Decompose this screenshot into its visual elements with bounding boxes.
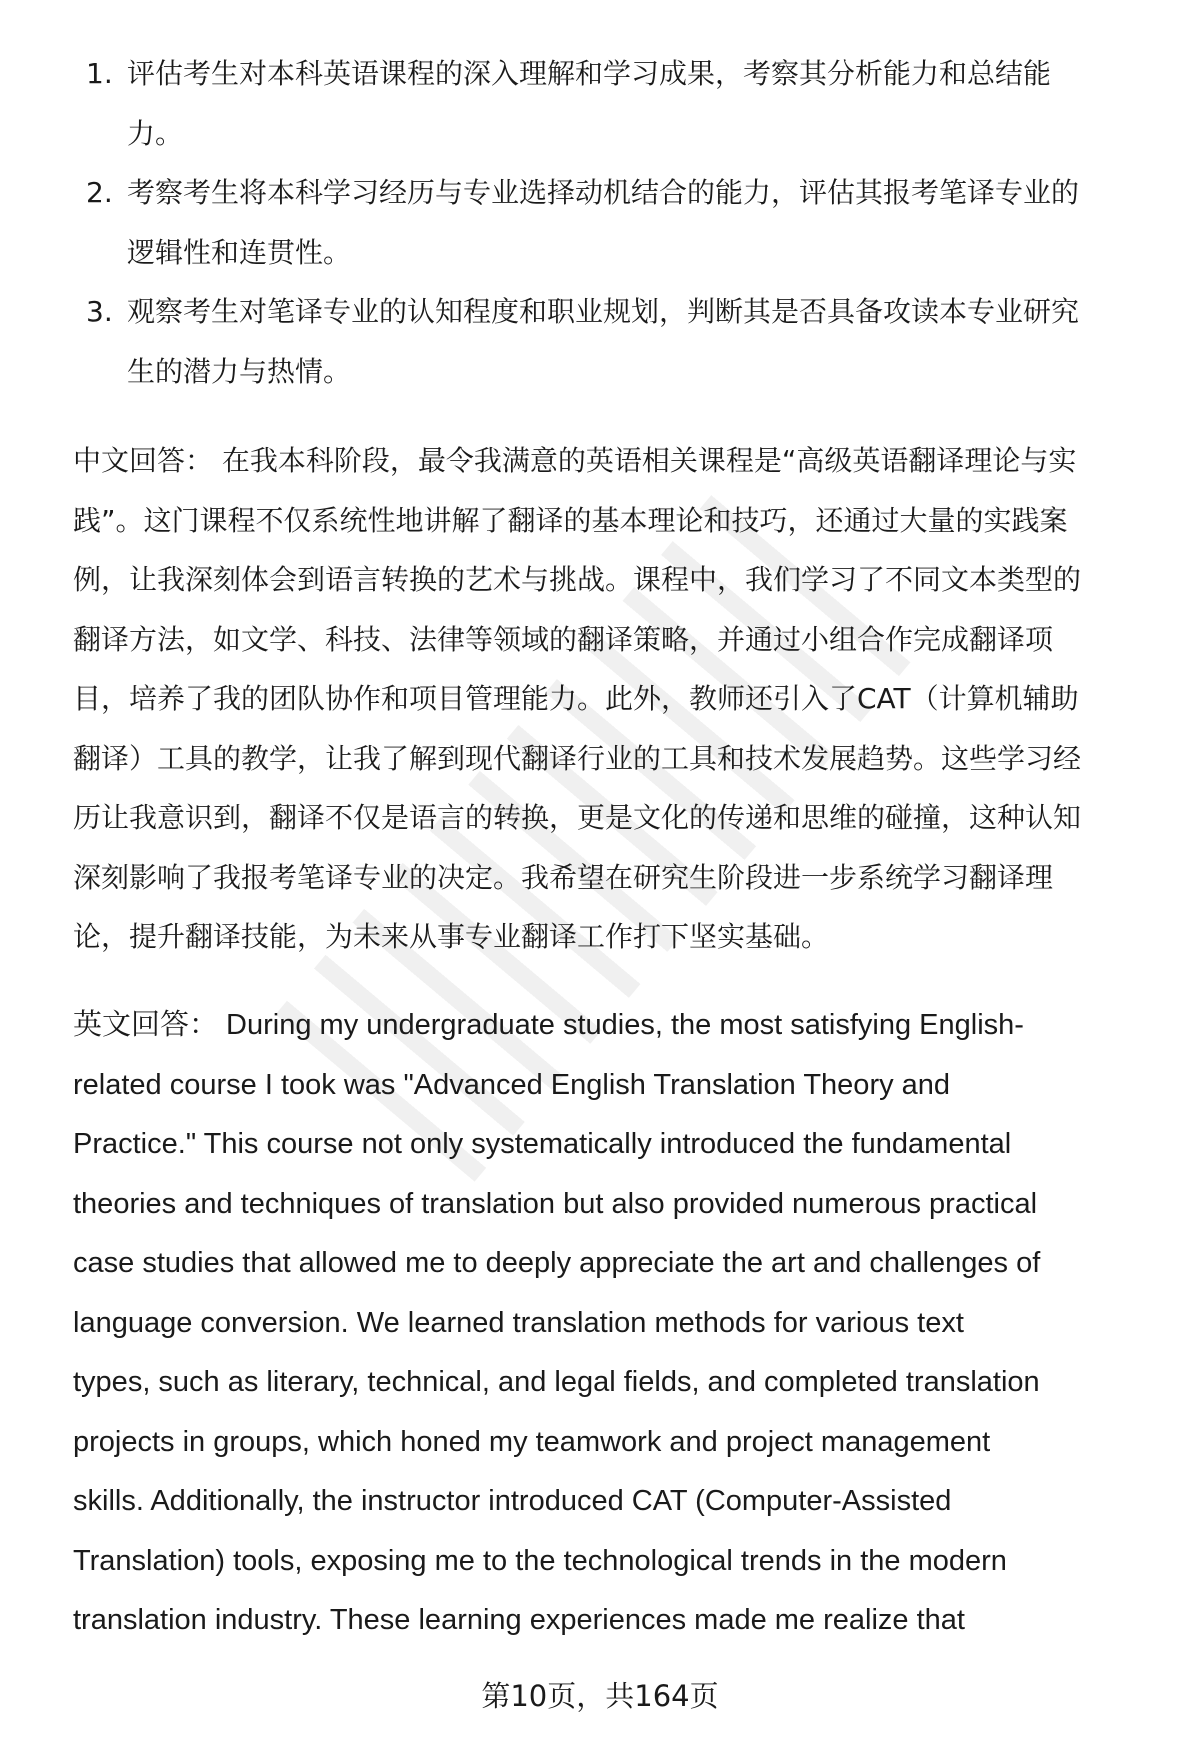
list-number: 2. — [86, 176, 113, 209]
list-number: 1. — [86, 57, 113, 90]
list-item-text: 考察考生将本科学习经历与专业选择动机结合的能力，评估其报考笔译专业的 — [127, 176, 1080, 209]
list-item-text: 观察考生对笔译专业的认知程度和职业规划，判断其是否具备攻读本专业研究 — [127, 295, 1080, 328]
english-answer-line: types, such as literary, technical, and legal fields, and completed translation — [73, 1366, 1040, 1398]
english-answer-line: Practice." This course not only systematically introduced the fundamental — [73, 1128, 1012, 1160]
list-number: 3. — [86, 295, 113, 328]
english-answer-line: language conversion. We learned translation methods for various text — [73, 1306, 964, 1339]
chinese-answer-line: 深刻影响了我报考笔译专业的决定。我希望在研究生阶段进一步系统学习翻译理 — [73, 860, 1054, 894]
list-item-text: 评估考生对本科英语课程的深入理解和学习成果，考察其分析能力和总结能 — [127, 57, 1052, 90]
chinese-answer-line: 例，让我深刻体会到语言转换的艺术与挑战。课程中，我们学习了不同文本类型的 — [73, 563, 1082, 596]
english-answer-line: 英文回答： During my undergraduate studies, the most satisfying English- — [73, 1009, 1024, 1041]
english-answer-line: case studies that allowed me to deeply appreciate the art and challenges of — [73, 1247, 1041, 1279]
english-answer-line: translation industry. These learning experiences made me realize that — [73, 1604, 965, 1636]
chinese-answer-line: 践”。这门课程不仅系统性地讲解了翻译的基本理论和技巧，还通过大量的实践案 — [73, 503, 1068, 537]
list-item-text: 力。 — [127, 116, 184, 150]
chinese-answer-line: 历让我意识到，翻译不仅是语言的转换，更是文化的传递和思维的碰撞，这种认知 — [73, 801, 1082, 834]
chinese-answer-line: 翻译）工具的教学，让我了解到现代翻译行业的工具和技术发展趋势。这些学习经 — [73, 741, 1082, 775]
english-answer-line: projects in groups, which honed my teamwork and project management — [73, 1425, 991, 1458]
chinese-answer-line: 论，提升翻译技能，为未来从事专业翻译工作打下坚实基础。 — [73, 920, 830, 953]
chinese-answer-line: 翻译方法，如文学、科技、法律等领域的翻译策略，并通过小组合作完成翻译项 — [73, 622, 1054, 656]
chinese-answer-line: 目，培养了我的团队协作和项目管理能力。此外，教师还引入了CAT（计算机辅助 — [73, 682, 1079, 715]
chinese-answer-line: 中文回答： 在我本科阶段，最令我满意的英语相关课程是“高级英语翻译理论与实 — [73, 444, 1077, 477]
list-item-text: 逻辑性和连贯性。 — [127, 235, 352, 269]
english-answer-line: related course I took was "Advanced English Translation Theory and — [73, 1068, 951, 1101]
english-answer-line: skills. Additionally, the instructor introduced CAT (Computer-Assisted — [73, 1485, 952, 1517]
english-answer-line: Translation) tools, exposing me to the technological trends in the modern — [73, 1544, 1007, 1577]
english-answer-line: theories and techniques of translation but also provided numerous practical — [73, 1187, 1038, 1220]
list-item-text: 生的潜力与热情。 — [127, 354, 352, 388]
page-number: 第10页，共164页 — [481, 1679, 719, 1713]
